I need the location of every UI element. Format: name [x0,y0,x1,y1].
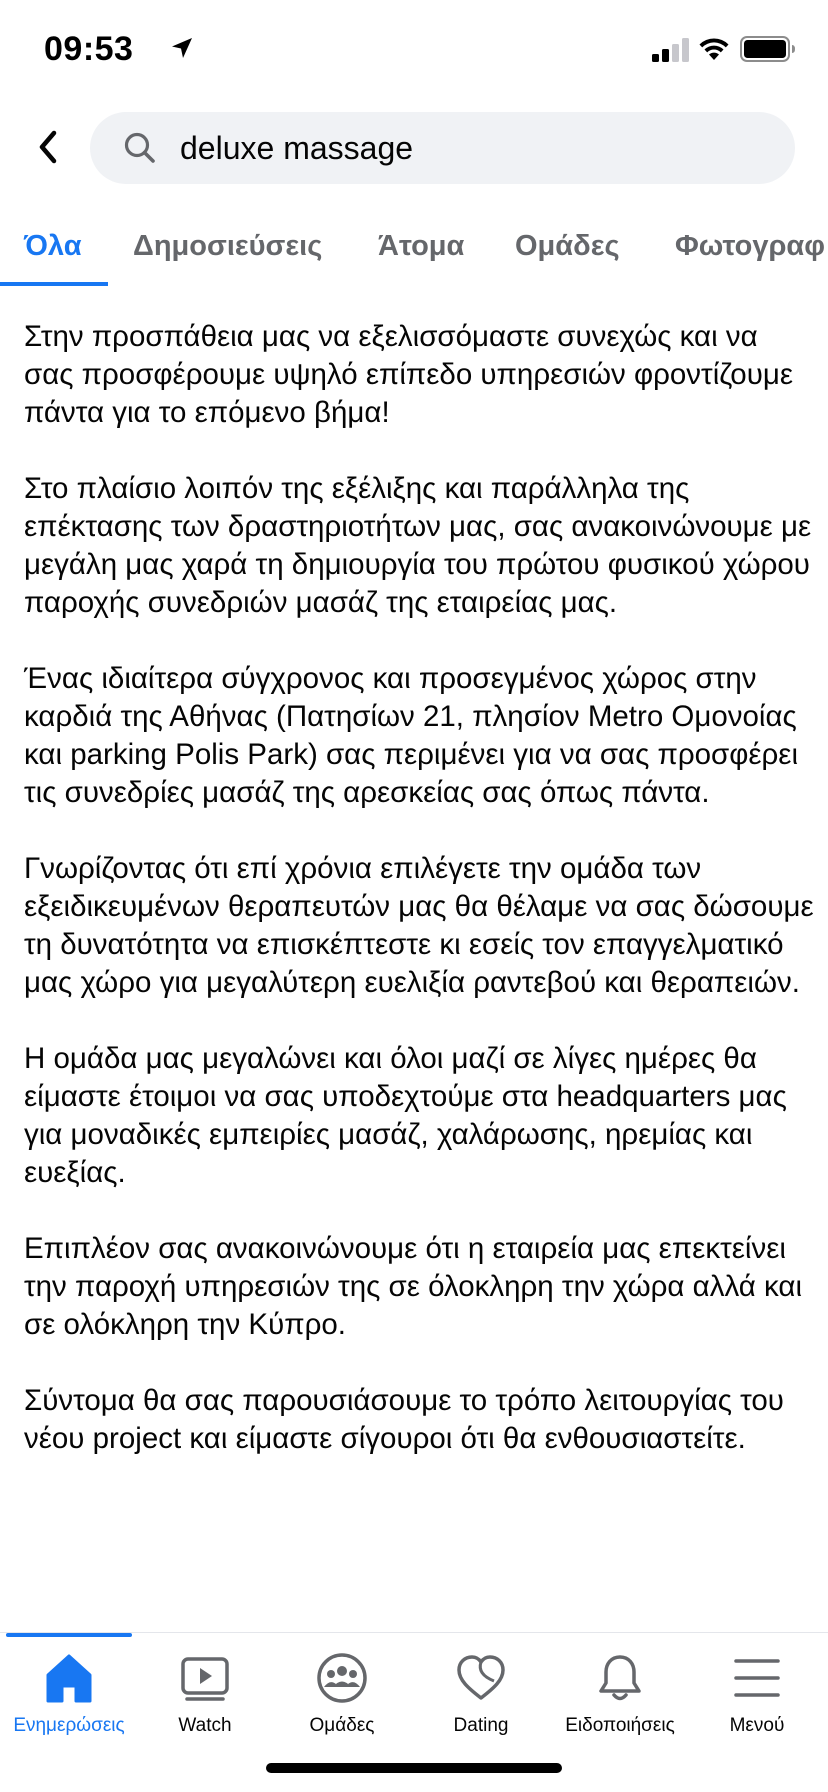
back-button[interactable] [28,122,68,172]
nav-label: Ομάδες [309,1715,375,1736]
search-filter-tabs [0,218,828,288]
search-icon [122,130,158,166]
nav-item-menu[interactable] [688,1633,826,1753]
wifi-icon [697,34,731,62]
nav-item-home[interactable] [0,1633,138,1753]
dating-icon [454,1651,508,1705]
tab-all[interactable]: Όλα [24,230,82,262]
nav-label: Ειδοποιήσεις [565,1715,675,1736]
nav-item-notifications[interactable] [551,1633,689,1753]
menu-icon [730,1651,784,1705]
search-bar[interactable] [90,112,795,184]
battery-icon [740,35,796,63]
post-paragraph: Στο πλαίσιο λοιπόν της εξέλιξης και παράλληλα της επέκτασης των δραστηριοτήτων μας, σας ανακοινώνουμε με μεγάλη μας χαρά τη δημιουργία του πρώτου φυσικού χώρου παροχής συνεδριών μασάζ της εταιρείας μας. [24,472,812,619]
nav-label: Ενημερώσεις [13,1715,125,1736]
post-paragraph: Ένας ιδιαίτερα σύγχρονος και προσεγμένος χώρος στην καρδιά της Αθήνας (Πατησίων 21, πλησίον Metro Ομονοίας και parking Polis Park) σας περιμένει για να σας προσφέρει τις συνεδρίες μασάζ της αρεσκείας σας όπως πάντα. [24,662,799,809]
search-input[interactable] [180,112,760,184]
nav-label: Watch [178,1715,232,1736]
post-paragraph: Σύντομα θα σας παρουσιάσουμε το τρόπο λειτουργίας του νέου project και είμαστε σίγουροι ότι θα ενθουσιαστείτε. [24,1384,784,1455]
post-paragraph: Επιπλέον σας ανακοινώνουμε ότι η εταιρεία μας επεκτείνει την παροχή υπηρεσιών της σε όλοκληρη την χώρα αλλά και σε ολόκληρη την Κύπρο. [24,1232,803,1341]
nav-label: Μενού [729,1715,785,1736]
post-text [24,318,814,1496]
groups-icon [315,1651,369,1705]
active-tab-indicator [0,282,108,286]
status-time: 09:53 [44,30,134,68]
watch-icon [178,1651,232,1705]
nav-item-watch[interactable] [136,1633,274,1753]
tab-photos[interactable]: Φωτογραφ [675,230,825,262]
nav-label: Dating [453,1715,509,1736]
tab-groups[interactable]: Ομάδες [515,230,620,262]
location-arrow-icon [170,36,194,60]
home-indicator[interactable] [266,1763,562,1773]
nav-item-groups[interactable] [273,1633,411,1753]
tab-people[interactable]: Άτομα [378,230,465,262]
home-icon [42,1651,96,1705]
post-paragraph: Γνωρίζοντας ότι επί χρόνια επιλέγετε την ομάδα των εξειδικευμένων θεραπευτών μας θα θέλαμε να σας δώσουμε τη δυνατότητα να επισκέπτεστε κι εσείς τον επαγγελματικό μας χώρο για μεγαλύτερη ευελιξία ραντεβού και θεραπειών. [24,852,814,999]
chevron-left-icon [34,127,62,167]
bell-icon [593,1651,647,1705]
post-paragraph: Στην προσπάθεια μας να εξελισσόμαστε συνεχώς και να σας προσφέρουμε υψηλό επίπεδο υπηρεσιών φροντίζουμε πάντα για το επόμενο βήμα! [24,320,793,429]
nav-item-dating[interactable] [412,1633,550,1753]
status-bar [0,0,828,100]
post-paragraph: Η ομάδα μας μεγαλώνει και όλοι μαζί σε λίγες ημέρες θα είμαστε έτοιμοι να σας υποδεχτούμε στα headquarters μας για μοναδικές εμπειρίες μασάζ, χαλάρωσης, ηρεμίας και ευεξίας. [24,1042,787,1189]
tab-posts[interactable]: Δημοσιεύσεις [133,230,323,262]
cellular-signal-icon [652,38,690,62]
